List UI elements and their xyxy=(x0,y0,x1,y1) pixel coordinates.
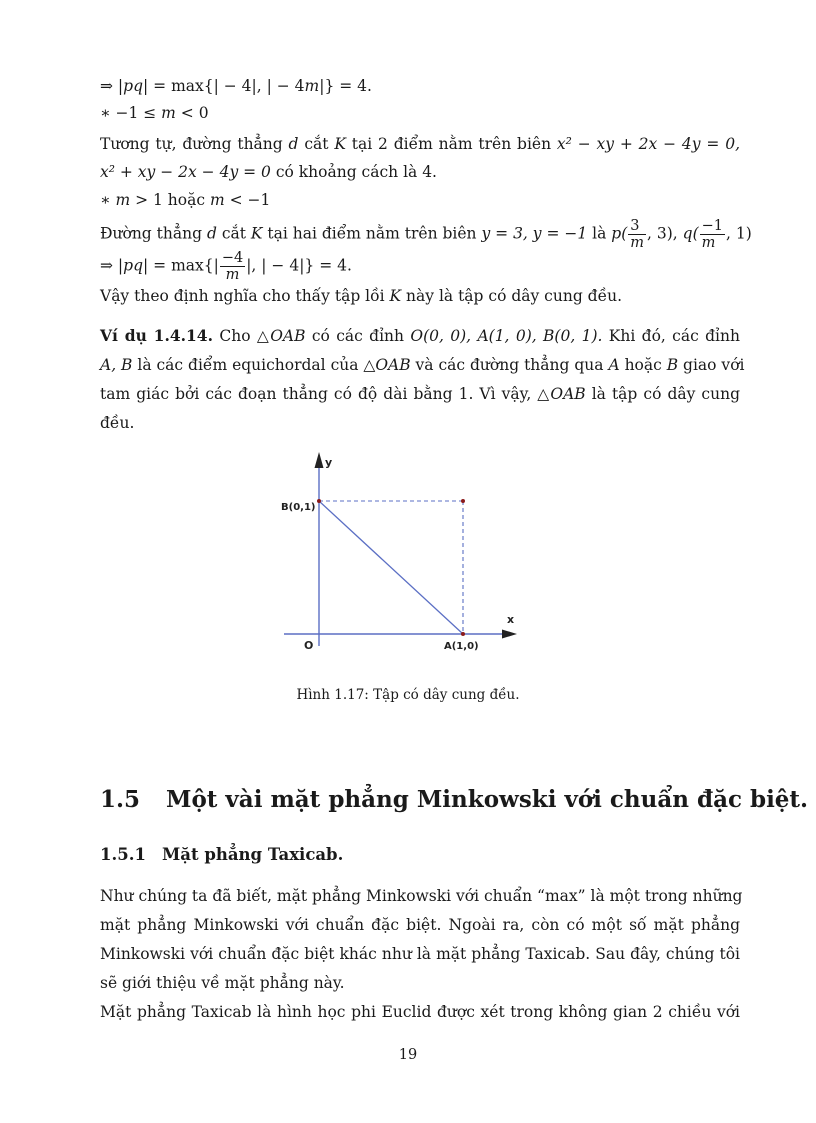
body-line-3: Minkowski với chuẩn đặc biệt khác như là mặt phẳng Taxicab. Sau đây, chúng tôi xyxy=(100,945,740,963)
page-number: 19 xyxy=(398,1047,418,1063)
conclusion-line: Vậy theo định nghĩa cho thấy tập lồi K này là tập có dây cung đều. xyxy=(100,287,623,305)
section-title: Một vài mặt phẳng Minkowski với chuẩn đặc biệt. xyxy=(166,786,809,813)
example-line-3: tam giác bởi các đoạn thẳng có độ dài bằng 1. Vì vậy, △OAB là tập có dây cung xyxy=(100,385,741,403)
x-axis-arrowhead xyxy=(502,630,517,639)
condition-line-1: ∗ −1 ≤ m < 0 xyxy=(100,104,209,122)
paragraph-line-3: Tương tự, đường thẳng d cắt K tại 2 điểm nằm trên biên x² − xy + 2x − 4y = 0, xyxy=(100,135,740,153)
point-A xyxy=(461,632,465,636)
label-x: x xyxy=(507,613,515,626)
subsection-title: Mặt phẳng Taxicab. xyxy=(162,845,344,864)
label-A: A(1,0) xyxy=(444,641,479,652)
fraction-minus1-over-m: $\frac{-1}{m}$ xyxy=(701,218,724,251)
label-y: y xyxy=(325,456,333,469)
example-title: Ví dụ 1.4.14. xyxy=(100,326,213,345)
example-line-1: Ví dụ 1.4.14. Cho △OAB có các đỉnh O(0, 0), A(1, 0), B(0, 1). Khi đó, các đỉnh xyxy=(100,326,740,345)
figure-caption: Hình 1.17: Tập có dây cung đều. xyxy=(296,687,520,703)
label-O: O xyxy=(304,639,314,652)
example-line-4: đều. xyxy=(100,414,135,432)
body-line-2: mặt phẳng Minkowski với chuẩn đặc biệt. Ngoài ra, còn có một số mặt phẳng xyxy=(100,916,740,934)
body-line-5: Mặt phẳng Taxicab là hình học phi Euclid được xét trong không gian 2 chiều với xyxy=(100,1003,740,1021)
y-axis-arrowhead xyxy=(315,452,324,468)
subsection-number: 1.5.1 xyxy=(100,845,146,864)
equation-line-7: ⇒ |pq| = max{| $\frac{-4}{m}$ |, | − 4|} = 4. xyxy=(100,250,352,283)
label-B: B(0,1) xyxy=(281,502,316,513)
fraction-3-over-m: $\frac{3}{m}$ xyxy=(630,218,645,251)
equation-line-1: ⇒ |pq| = max{| − 4|, | − 4m|} = 4. xyxy=(100,77,372,95)
example-line-2: A, B là các điểm equichordal của △OAB và các đường thẳng qua A hoặc B giao với xyxy=(100,356,745,374)
subsection-heading xyxy=(100,845,343,864)
body-line-1: Như chúng ta đã biết, mặt phẳng Minkowski với chuẩn “max” là một trong những xyxy=(100,887,743,905)
body-line-4: sẽ giới thiệu về mặt phẳng này. xyxy=(100,974,345,992)
section-number: 1.5 xyxy=(100,786,141,813)
point-B xyxy=(317,499,321,503)
section-heading xyxy=(100,786,808,813)
hypotenuse-AB xyxy=(319,501,463,634)
point-corner xyxy=(461,499,465,503)
condition-line-2: ∗ m > 1 hoặc m < −1 xyxy=(100,191,271,209)
paragraph-line-6: Đường thẳng d cắt K tại hai điểm nằm trên biên y = 3, y = −1 là p( $\frac{3}{m}$ , 3), q( $\frac{-1}{m}$ , 1) xyxy=(100,218,752,251)
paragraph-line-4: x² + xy − 2x − 4y = 0 có khoảng cách là 4. xyxy=(100,163,437,181)
fraction-minus4-over-m: $\frac{-4}{m}$ xyxy=(221,250,244,283)
